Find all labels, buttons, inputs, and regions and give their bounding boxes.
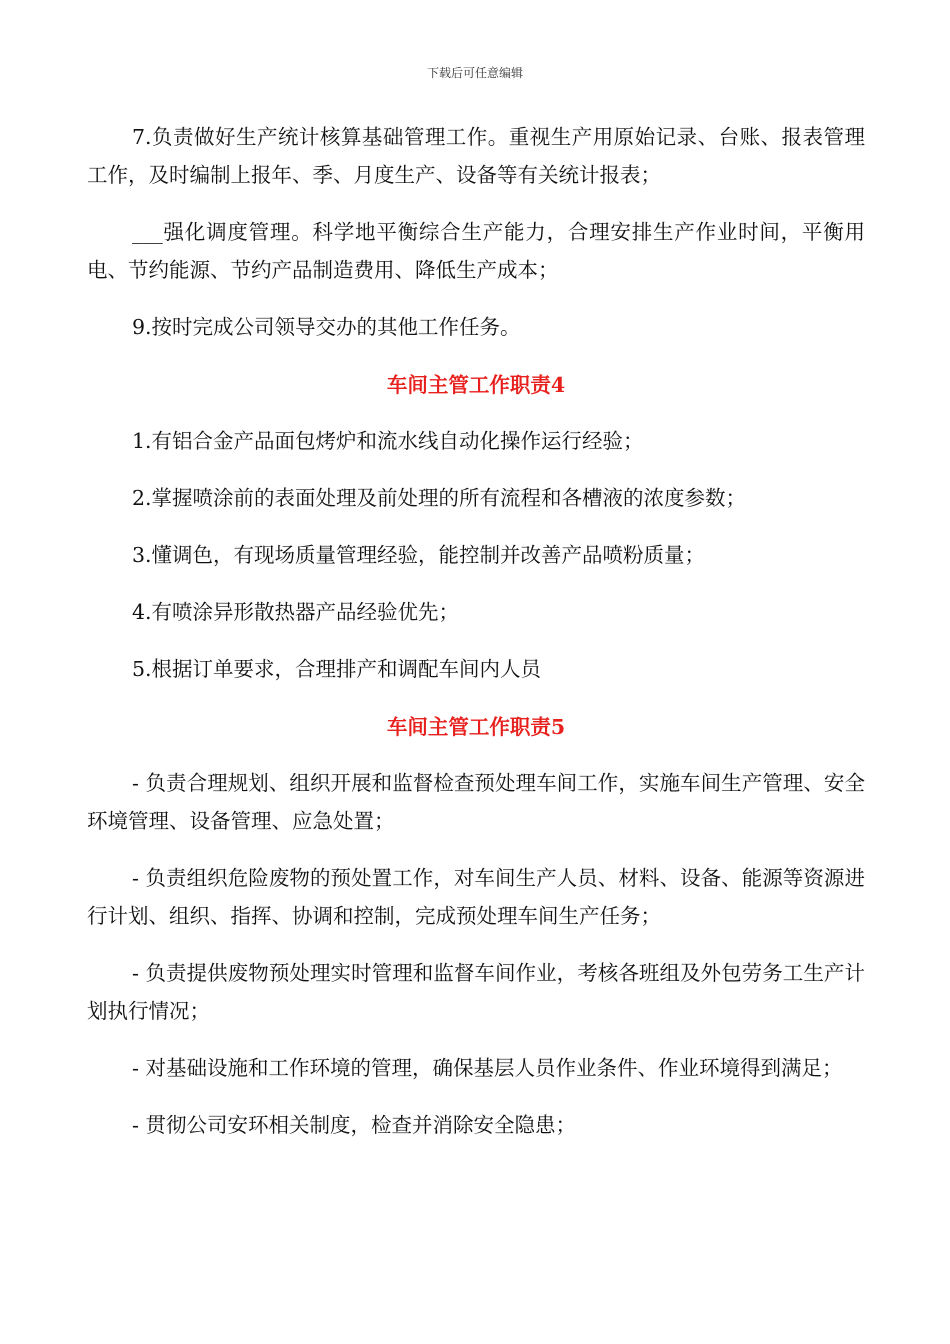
section-heading-5: 车间主管工作职责5 [386,715,566,739]
section5-item-2: - 负责组织危险废物的预处置工作，对车间生产人员、材料、设备、能源等资源进行计划、组织、指挥、协调和控制，完成预处理车间生产任务； [87,866,865,928]
paragraph-item-8: ___强化调度管理。科学地平衡综合生产能力，合理安排生产作业时间，平衡用电、节约能源、节约产品制造费用、降低生产成本； [87,220,865,282]
section5-item-4: - 对基础设施和工作环境的管理，确保基层人员作业条件、作业环境得到满足； [132,1056,843,1080]
paragraph-item-7: 7.负责做好生产统计核算基础管理工作。重视生产用原始记录、台账、报表管理工作，及时编制上报年、季、月度生产、设备等有关统计报表； [87,125,865,187]
section5-item-3: - 负责提供废物预处理实时管理和监督车间作业，考核各班组及外包劳务工生产计划执行情况； [87,961,865,1023]
section4-item-4: 4.有喷涂异形散热器产品经验优先； [132,600,460,624]
section4-item-2: 2.掌握喷涂前的表面处理及前处理的所有流程和各槽液的浓度参数； [132,486,747,510]
section-heading-4: 车间主管工作职责4 [386,373,566,397]
section5-item-1: - 负责合理规划、组织开展和监督检查预处理车间工作，实施车间生产管理、安全环境管理、设备管理、应急处置； [87,771,865,833]
header-note: 下载后可任意编辑 [426,66,523,80]
section4-item-1: 1.有铝合金产品面包烤炉和流水线自动化操作运行经验； [132,429,644,453]
section4-item-5: 5.根据订单要求，合理排产和调配车间内人员 [132,657,542,681]
paragraph-item-9: 9.按时完成公司领导交办的其他工作任务。 [132,315,521,339]
section5-item-5: - 贯彻公司安环相关制度，检查并消除安全隐患； [132,1113,576,1137]
section4-item-3: 3.懂调色，有现场质量管理经验，能控制并改善产品喷粉质量； [132,543,706,567]
document-body [87,118,865,1144]
